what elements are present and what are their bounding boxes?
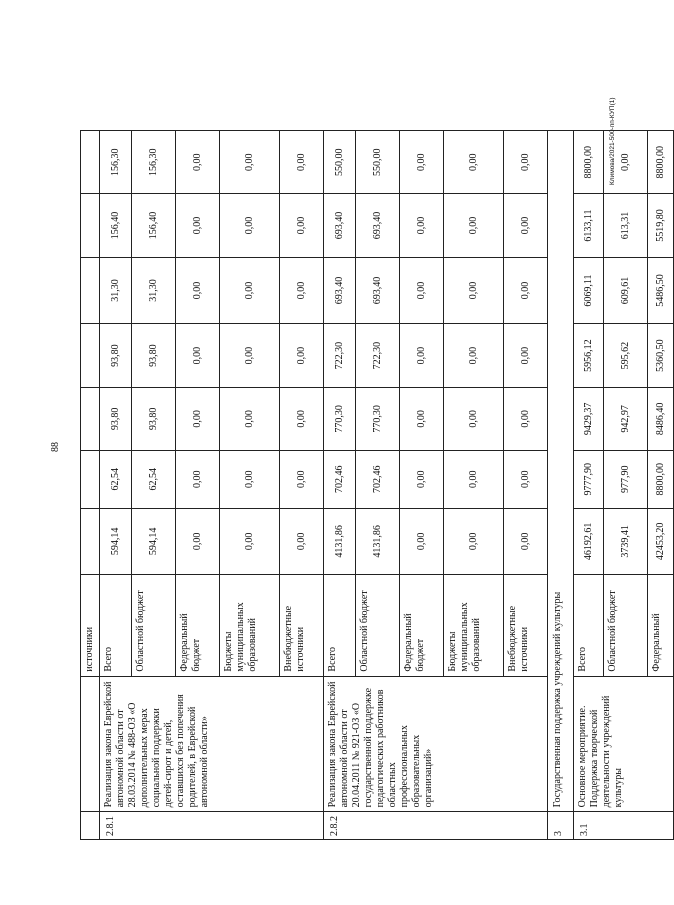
value-cell: 0,00 — [280, 257, 324, 324]
value-cell: 0,00 — [176, 194, 220, 257]
value-cell: 0,00 — [400, 194, 444, 257]
value-cell: 0,00 — [504, 194, 548, 257]
value-cell: 93,80 — [132, 387, 176, 450]
value-cell: 722,30 — [324, 324, 356, 387]
table-cell — [81, 451, 100, 509]
value-cell: 770,30 — [356, 387, 400, 450]
value-cell: 693,40 — [356, 257, 400, 324]
value-cell: 9777,90 — [574, 451, 604, 509]
value-cell: 0,00 — [220, 451, 280, 509]
value-cell: 0,00 — [400, 131, 444, 194]
source-cell: Бюджеты муниципальных образований — [220, 575, 280, 676]
value-cell: 3739,41 — [604, 508, 648, 575]
value-cell: 0,00 — [444, 257, 504, 324]
table-cell — [81, 194, 100, 257]
value-cell: 0,00 — [220, 257, 280, 324]
value-cell: 770,30 — [324, 387, 356, 450]
value-cell: 156,30 — [100, 131, 132, 194]
value-cell: 4131,86 — [324, 508, 356, 575]
source-cell: Областной бюджет — [356, 575, 400, 676]
value-cell: 8800,00 — [648, 131, 674, 194]
value-cell: 0,00 — [280, 451, 324, 509]
value-cell: 5486,50 — [648, 257, 674, 324]
value-cell: 0,00 — [444, 131, 504, 194]
value-cell: 595,62 — [604, 324, 648, 387]
value-cell: 722,30 — [356, 324, 400, 387]
value-cell: 0,00 — [176, 387, 220, 450]
value-cell: 0,00 — [444, 324, 504, 387]
section-title: Государственная поддержка учреждений культуры — [548, 131, 574, 812]
value-cell: 93,80 — [132, 324, 176, 387]
table-cell — [81, 324, 100, 387]
value-cell: 4131,86 — [356, 508, 400, 575]
value-cell: 977,90 — [604, 451, 648, 509]
table-cell — [81, 676, 100, 812]
value-cell: 42453,20 — [648, 508, 674, 575]
value-cell: 0,00 — [400, 451, 444, 509]
table-cell — [81, 131, 100, 194]
value-cell: 693,40 — [356, 194, 400, 257]
budget-table — [80, 130, 674, 840]
value-cell: 550,00 — [324, 131, 356, 194]
source-cell: Всего — [100, 575, 132, 676]
value-cell: 156,30 — [132, 131, 176, 194]
item-code: 2.8.1 — [100, 812, 324, 840]
value-cell: 0,00 — [280, 387, 324, 450]
value-cell: 0,00 — [444, 194, 504, 257]
value-cell: 0,00 — [504, 324, 548, 387]
table-row — [548, 131, 574, 840]
value-cell: 594,14 — [132, 508, 176, 575]
value-cell: 0,00 — [504, 387, 548, 450]
source-cell: Внебюджетные источники — [504, 575, 548, 676]
value-cell: 5956,12 — [574, 324, 604, 387]
value-cell: 609,61 — [604, 257, 648, 324]
value-cell: 0,00 — [444, 508, 504, 575]
table-row — [324, 131, 356, 840]
value-cell: 0,00 — [280, 324, 324, 387]
source-cell: Внебюджетные источники — [280, 575, 324, 676]
value-cell: 6133,11 — [574, 194, 604, 257]
value-cell: 0,00 — [176, 257, 220, 324]
source-cell: Федеральный бюджет — [176, 575, 220, 676]
value-cell: 8800,00 — [574, 131, 604, 194]
table-row — [574, 131, 604, 840]
value-cell: 0,00 — [280, 194, 324, 257]
value-cell: 0,00 — [604, 131, 648, 194]
footer-document-id: Климова/2021-500-пп-КУП(1) — [609, 97, 616, 185]
value-cell: 942,97 — [604, 387, 648, 450]
item-name: Реализация закона Еврейской автономной области от 20.04.2011 № 921-ОЗ «О государственной поддержке педагогических работников областных профессиональных образовательных организаций» — [324, 676, 548, 812]
value-cell: 0,00 — [400, 324, 444, 387]
source-cell: Федеральный бюджет — [400, 575, 444, 676]
value-cell: 0,00 — [400, 508, 444, 575]
value-cell: 0,00 — [280, 131, 324, 194]
value-cell: 0,00 — [444, 451, 504, 509]
value-cell: 0,00 — [504, 508, 548, 575]
value-cell: 0,00 — [444, 387, 504, 450]
value-cell: 0,00 — [280, 508, 324, 575]
value-cell: 31,30 — [132, 257, 176, 324]
value-cell: 0,00 — [400, 257, 444, 324]
source-cell: источники — [81, 575, 100, 676]
item-code: 3.1 — [574, 812, 674, 840]
value-cell: 0,00 — [504, 131, 548, 194]
value-cell: 594,14 — [100, 508, 132, 575]
value-cell: 702,46 — [324, 451, 356, 509]
value-cell: 0,00 — [220, 387, 280, 450]
value-cell: 93,80 — [100, 387, 132, 450]
value-cell: 693,40 — [324, 257, 356, 324]
table-cell — [81, 387, 100, 450]
value-cell: 5360,50 — [648, 324, 674, 387]
value-cell: 0,00 — [176, 324, 220, 387]
value-cell: 0,00 — [176, 131, 220, 194]
value-cell: 0,00 — [400, 387, 444, 450]
value-cell: 0,00 — [220, 508, 280, 575]
source-cell: Областной бюджет — [604, 575, 648, 676]
value-cell: 31,30 — [100, 257, 132, 324]
value-cell: 693,40 — [324, 194, 356, 257]
value-cell: 0,00 — [504, 257, 548, 324]
value-cell: 156,40 — [132, 194, 176, 257]
value-cell: 0,00 — [176, 451, 220, 509]
source-cell: Областной бюджет — [132, 575, 176, 676]
value-cell: 9429,37 — [574, 387, 604, 450]
item-code: 2.8.2 — [324, 812, 548, 840]
value-cell: 8486,40 — [648, 387, 674, 450]
value-cell: 0,00 — [176, 508, 220, 575]
table-cell — [81, 508, 100, 575]
value-cell: 0,00 — [220, 194, 280, 257]
value-cell: 0,00 — [220, 131, 280, 194]
value-cell: 5519,80 — [648, 194, 674, 257]
source-cell: Федеральный — [648, 575, 674, 676]
item-name: Основное мероприятие. Поддержка творческой деятельности учреждений культуры — [574, 676, 674, 812]
page-number: 88 — [50, 442, 61, 452]
value-cell: 8800,00 — [648, 451, 674, 509]
table-row — [100, 131, 132, 840]
item-name: Реализация закона Еврейской автономной области от 28.03.2014 № 488-ОЗ «О дополнительных мерах социальной поддержки детей-сирот и детей, оставшихся без попечения родителей, в Еврейской автономной области» — [100, 676, 324, 812]
source-cell: Всего — [324, 575, 356, 676]
value-cell: 156,40 — [100, 194, 132, 257]
value-cell: 62,54 — [132, 451, 176, 509]
source-cell: Бюджеты муниципальных образований — [444, 575, 504, 676]
section-code: 3 — [548, 812, 574, 840]
value-cell: 0,00 — [504, 451, 548, 509]
value-cell: 613,31 — [604, 194, 648, 257]
value-cell: 62,54 — [100, 451, 132, 509]
table-row — [81, 131, 100, 840]
value-cell: 550,00 — [356, 131, 400, 194]
value-cell: 702,46 — [356, 451, 400, 509]
table-cell — [81, 812, 100, 840]
table-cell — [81, 257, 100, 324]
source-cell: Всего — [574, 575, 604, 676]
value-cell: 46192,61 — [574, 508, 604, 575]
value-cell: 0,00 — [220, 324, 280, 387]
value-cell: 93,80 — [100, 324, 132, 387]
value-cell: 6069,11 — [574, 257, 604, 324]
